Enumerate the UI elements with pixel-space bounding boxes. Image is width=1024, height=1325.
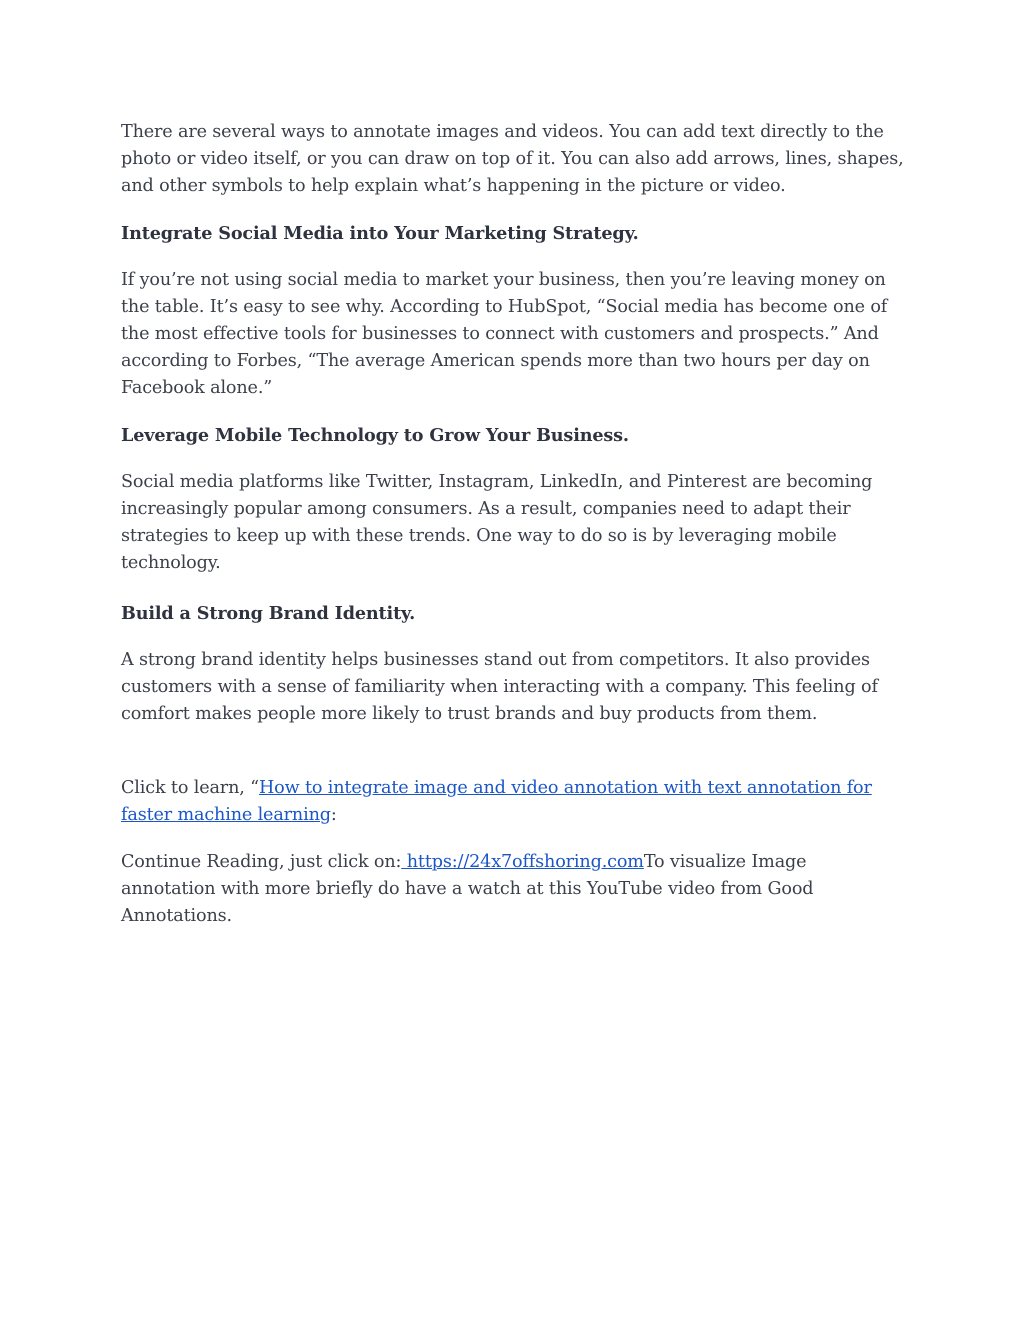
continue-paragraph bbox=[121, 849, 906, 930]
heading-mobile-technology: Leverage Mobile Technology to Grow Your Business. bbox=[121, 425, 629, 446]
continue-suffix: To visualize Image annotation with more briefly do have a watch at this YouTube video from Good Annotations. bbox=[121, 852, 814, 926]
brand-identity-paragraph: A strong brand identity helps businesses stand out from competitors. It also provides customers with a sense of familiarity when interacting with a company. This feeling of comfort makes people more likely to trust brands and buy products from them. bbox=[121, 650, 878, 724]
heading-brand-identity: Build a Strong Brand Identity. bbox=[121, 603, 416, 624]
website-link[interactable]: https://24x7offshoring.com bbox=[401, 852, 644, 872]
intro-paragraph: There are several ways to annotate images and videos. You can add text directly to the photo or video itself, or you can draw on top of it. You can also add arrows, lines, shapes, and other symbols to help explain what’s happening in the picture or video. bbox=[121, 122, 904, 196]
continue-prefix: Continue Reading, just click on: bbox=[121, 852, 402, 872]
annotation-article-link[interactable]: How to integrate image and video annotation with text annotation for faster machine learning bbox=[121, 778, 872, 825]
learn-paragraph bbox=[121, 775, 906, 829]
learn-suffix: : bbox=[330, 805, 337, 825]
document-page bbox=[121, 119, 906, 950]
mobile-technology-paragraph: Social media platforms like Twitter, Instagram, LinkedIn, and Pinterest are becoming increasingly popular among consumers. As a result, companies need to adapt their strategies to keep up with these trends. One way to do so is by leveraging mobile technology. bbox=[121, 472, 873, 573]
learn-prefix: Click to learn, “ bbox=[121, 778, 259, 798]
social-media-paragraph: If you’re not using social media to market your business, then you’re leaving money on the table. It’s easy to see why. According to HubSpot, “Social media has become one of the most effective tools for businesses to connect with customers and prospects.” And according to Forbes, “The average American spends more than two hours per day on Facebook alone.” bbox=[121, 270, 888, 398]
heading-social-media: Integrate Social Media into Your Marketing Strategy. bbox=[121, 223, 639, 244]
